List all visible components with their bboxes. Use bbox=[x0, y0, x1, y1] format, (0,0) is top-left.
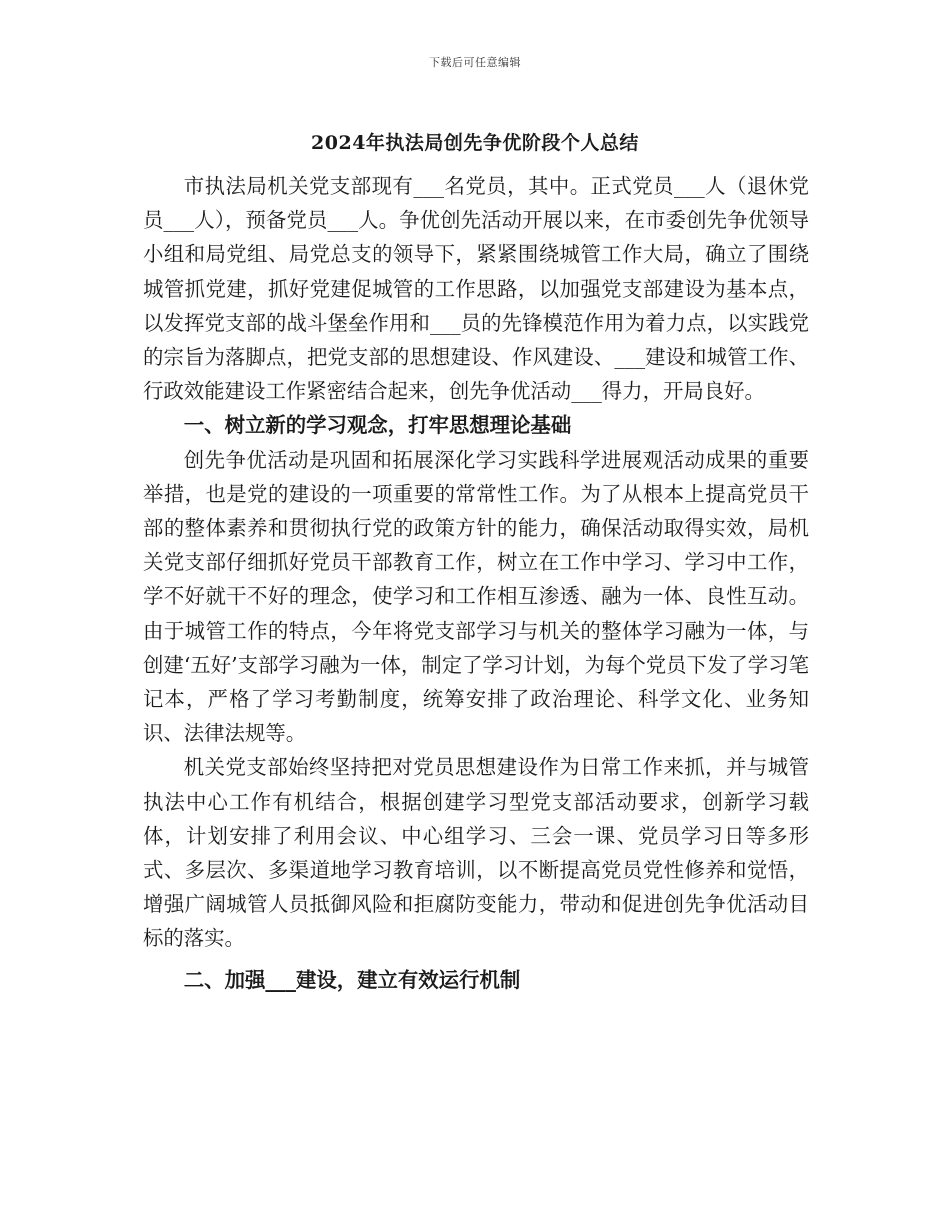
section-2-heading: 二、加强___建设，建立有效运行机制 bbox=[183, 967, 521, 992]
intro-paragraph: 市执法局机关党支部现有___名党员，其中。正式党员___人（退休党员___人），预备党员___人。争优创先活动开展以来，在市委创先争优领导小组和局党组、局党总支的领导下，紧紧围绕城管工作大局，确立了围绕城管抓党建，抓好党建促城管的工作思路，以加强党支部建设为基本点，以发挥党支部的战斗堡垒作用和___员的先锋模范作用为着力点，以实践党的宗旨为落脚点，把党支部的思想建设、作风建设、___建设和城管工作、行政效能建设工作紧密结合起来，创先争优活动___得力，开局良好。 bbox=[143, 174, 809, 404]
document-body bbox=[143, 169, 809, 997]
section-1-heading: 一、树立新的学习观念，打牢思想理论基础 bbox=[183, 413, 572, 438]
header-note: 下载后可任意编辑 bbox=[429, 56, 521, 69]
section-1-paragraph-2: 机关党支部始终坚持把对党员思想建设作为日常工作来抓，并与城管执法中心工作有机结合，根据创建学习型党支部活动要求，创新学习载体，计划安排了利用会议、中心组学习、三会一课、党员学习日等多形式、多层次、多渠道地学习教育培训，以不断提高党员党性修养和觉悟，增强广阔城管人员抵御风险和拒腐防变能力，带动和促进创先争优活动目标的落实。 bbox=[143, 755, 809, 951]
document-title: 2024年执法局创先争优阶段个人总结 bbox=[311, 132, 639, 154]
section-1-paragraph-1: 创先争优活动是巩固和拓展深化学习实践科学进展观活动成果的重要举措，也是党的建设的一项重要的常常性工作。为了从根本上提高党员干部的整体素养和贯彻执行党的政策方针的能力，确保活动取得实效，局机关党支部仔细抓好党员干部教育工作，树立在工作中学习、学习中工作，学不好就干不好的理念，使学习和工作相互渗透、融为一体、良性互动。由于城管工作的特点，今年将党支部学习与机关的整体学习融为一体，与创建‘五好’支部学习融为一体，制定了学习计划，为每个党员下发了学习笔记本，严格了学习考勤制度，统筹安排了政治理论、科学文化、业务知识、法律法规等。 bbox=[143, 447, 809, 746]
